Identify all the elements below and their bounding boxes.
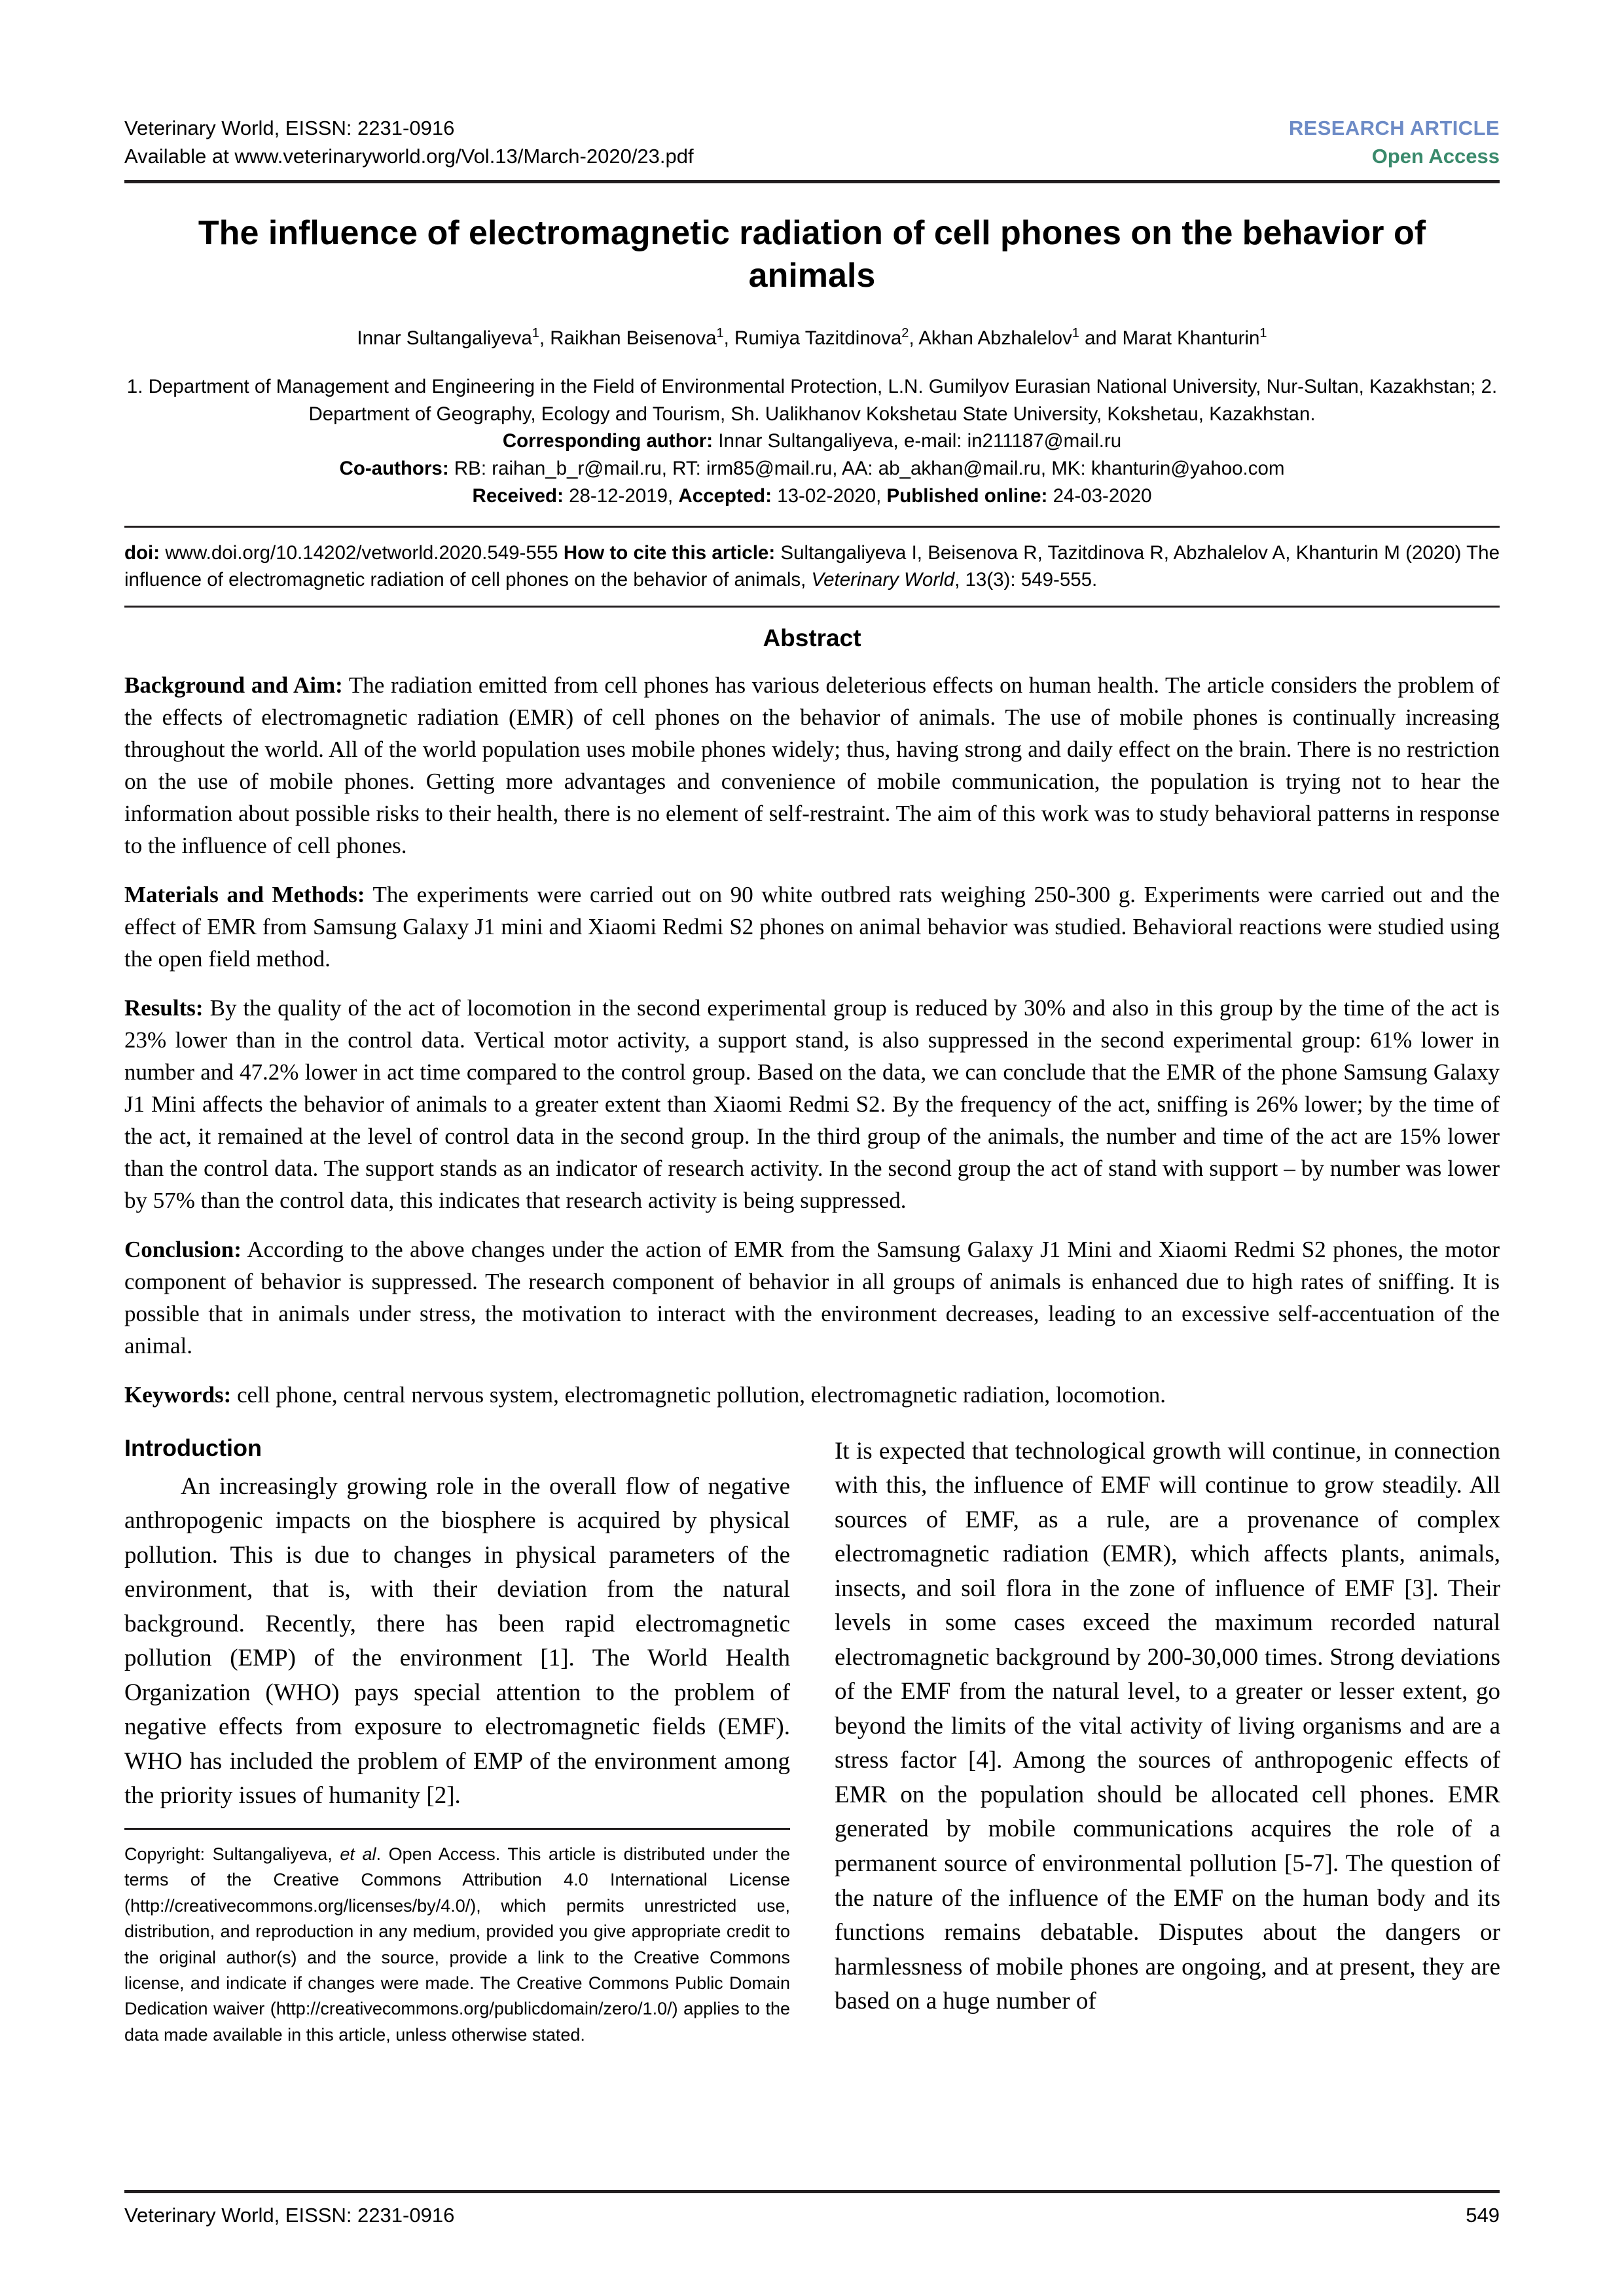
abstract-body bbox=[124, 669, 1500, 1362]
body-columns bbox=[124, 1434, 1500, 2049]
journal-url-line: Available at www.veterinaryworld.org/Vol.13/March-2020/23.pdf bbox=[124, 144, 694, 168]
abstract-section bbox=[124, 669, 1500, 862]
abstract-section-label: Conclusion: bbox=[124, 1236, 242, 1262]
introduction-paragraph-left: An increasingly growing role in the overall flow of negative anthropogenic impacts on the biosphere is acquired by physical pollution. This is due to changes in physical parameters of the environment, that is, with their deviation from the natural background. Recently, there has been rapid electromagnetic pollution (EMP) of the environment [1]. The World Health Organization (WHO) pays special attention to the problem of negative effects from exposure to electromagnetic fields (EMF). WHO has included the problem of EMP of the environment among the priority issues of humanity [2]. bbox=[124, 1472, 790, 1810]
corresponding-author-label: Corresponding author: bbox=[502, 430, 713, 452]
abstract-section-label: Background and Aim: bbox=[124, 672, 343, 698]
abstract-section bbox=[124, 992, 1500, 1216]
citation-top-divider bbox=[124, 526, 1500, 528]
left-column bbox=[124, 1434, 790, 2049]
received-value: 28-12-2019, bbox=[563, 485, 679, 507]
abstract-section-text: According to the above changes under the action of EMR from the Samsung Galaxy J1 Mini and Xiaomi Redmi S2 phones, the motor component of behavior is suppressed. The research component of behavior in all groups of animals is enhanced due to high rates of sniffing. It is possible that in animals under stress, the motivation to interact with the environment decreases, leading to an excessive self-accentuation of the animal. bbox=[124, 1236, 1500, 1358]
right-column bbox=[835, 1434, 1500, 2049]
research-article-badge: RESEARCH ARTICLE bbox=[1288, 117, 1500, 139]
corresponding-author-value: Innar Sultangaliyeva, e-mail: in211187@mail.ru bbox=[713, 430, 1122, 452]
citation-bottom-divider bbox=[124, 606, 1500, 608]
accepted-label: Accepted: bbox=[678, 485, 772, 507]
citation-journal-name: Veterinary World bbox=[811, 569, 955, 591]
coauthors-value: RB: raihan_b_r@mail.ru, RT: irm85@mail.ru, AA: ab_akhan@mail.ru, MK: khanturin@yahoo.com bbox=[448, 458, 1285, 480]
published-value: 24-03-2020 bbox=[1047, 485, 1152, 507]
author-names: Innar Sultangaliyeva$^1$, Raikhan Beisenova$^1$, Rumiya Tazitdinova$^2$, Akhan Abzhalelov$^1$ and Marat Khanturin$^1$ bbox=[357, 326, 1267, 350]
page-title: The influence of electromagnetic radiation of cell phones on the behavior of animals bbox=[198, 213, 1426, 295]
coauthors-line bbox=[124, 455, 1500, 483]
journal-issn-line: Veterinary World, EISSN: 2231-0916 bbox=[124, 117, 455, 139]
footer-page-number: 549 bbox=[1466, 2204, 1500, 2227]
citation-block bbox=[124, 539, 1500, 594]
abstract-section-label: Results: bbox=[124, 994, 204, 1021]
meta-spacer bbox=[124, 510, 1500, 526]
affiliations: 1. Department of Management and Engineering in the Field of Environmental Protection, L.N. Gumilyov Eurasian National University, Nur-Sultan, Kazakhstan; 2. Department of Geography, Ecology and Tourism, Sh. Ualikhanov Kokshetau State University, Kokshetau, Kazakhstan. bbox=[126, 375, 1498, 425]
author-list bbox=[124, 325, 1500, 352]
abstract-section-text: By the quality of the act of locomotion in the second experimental group is reduced by 30% and also in this group by the time of the act is 23% lower than in the control data. Vertical motor activity, a support stand, is also suppressed in the second experimental group: 61% lower in number and 47.2% lower in act time compared to the control group. Based on the data, we can conclude that the EMR of the phone Samsung Galaxy J1 Mini affects the behavior of animals to a greater extent than Xiaomi Redmi S2. By the frequency of the act, sniffing is 26% lower; by the time of the act, it remained at the level of control data in the second group. In the third group of the animals, the number and time of the act are 15% lower than the control data. The support stands as an indicator of research activity. In the second group the act of stand with support – by number was lower by 57% than the control data, this indicates that research activity is being suppressed. bbox=[124, 994, 1500, 1213]
copyright-body: . Open Access. This article is distributed under the terms of the Creative Commons Attribution 4.0 International License (http://creativecommons.org/licenses/by/4.0/), which permits unrestricted use, distribution, and reproduction in any medium, provided you give appropriate credit to the original author(s) and the source, provide a link to the Creative Commons license, and indicate if changes were made. The Creative Commons Public Domain Dedication waiver (http://creativecommons.org/publicdomain/zero/1.0/) applies to the data made available in this article, unless otherwise stated. bbox=[124, 1844, 790, 2045]
accepted-value: 13-02-2020, bbox=[772, 485, 887, 507]
footer-journal: Veterinary World, EISSN: 2231-0916 bbox=[124, 2204, 455, 2227]
corresponding-author-line bbox=[124, 428, 1500, 455]
copyright-notice bbox=[124, 1842, 790, 2048]
coauthors-label: Co-authors: bbox=[339, 458, 449, 480]
masthead bbox=[124, 115, 1500, 171]
open-access-badge: Open Access bbox=[1371, 144, 1500, 168]
abstract-section-label: Materials and Methods: bbox=[124, 881, 365, 907]
keywords-value: cell phone, central nervous system, electromagnetic pollution, electromagnetic radiation, locomotion. bbox=[231, 1381, 1166, 1408]
received-label: Received: bbox=[472, 485, 564, 507]
copyright-divider bbox=[124, 1828, 790, 1830]
introduction-heading: Introduction bbox=[124, 1434, 262, 1461]
how-to-cite-value: Sultangaliyeva I, Beisenova R, Tazitdinova R, Abzhalelov A, Khanturin M (2020) The influence of electromagnetic radiation of cell phones on the behavior of animals, bbox=[124, 542, 1500, 591]
footer-row bbox=[124, 2204, 1500, 2227]
abstract-section bbox=[124, 1233, 1500, 1362]
doi-value: www.doi.org/10.14202/vetworld.2020.549-555 bbox=[160, 542, 564, 564]
masthead-article-badges bbox=[1289, 115, 1500, 171]
footer-divider bbox=[124, 2190, 1500, 2193]
abstract-section-text: The radiation emitted from cell phones has various deleterious effects on human health. The article considers the problem of the effects of electromagnetic radiation (EMR) of cell phones on the behavior of animals. The use of mobile phones is continually increasing throughout the world. All of the world population uses mobile phones widely; thus, having strong and daily effect on the brain. There is no restriction on the use of mobile phones. Getting more advantages and convenience of mobile communication, the population is trying not to hear the information about possible risks to their health, there is no element of self-restraint. The aim of this work was to study behavioral patterns in response to the influence of cell phones. bbox=[124, 672, 1500, 858]
page-footer bbox=[124, 2190, 1500, 2227]
keywords-line bbox=[124, 1379, 1500, 1411]
how-to-cite-label: How to cite this article: bbox=[563, 542, 776, 564]
masthead-divider bbox=[124, 180, 1500, 183]
masthead-journal-info bbox=[124, 115, 694, 171]
introduction-paragraph-right: It is expected that technological growth will continue, in connection with this, the influence of EMF will continue to grow steadily. All sources of EMF, as a rule, are a provenance of complex electromagnetic radiation (EMR), which affects plants, animals, insects, and soil flora in the zone of influence of EMF [3]. Their levels in some cases exceed the maximum recorded natural electromagnetic background by 200-30,000 times. Strong deviations of the EMF from the natural level, to a greater or lesser extent, go beyond the limits of the vital activity of living organisms and are a stress factor [4]. Among the sources of anthropogenic effects of EMR on the population should be allocated cell phones. EMR generated by mobile communications acquires the role of a permanent source of environmental pollution [5-7]. The question of the nature of the influence of the EMF on the human body and its functions remains debatable. Disputes about the dangers or harmlessness of mobile phones are ongoing, and at present, they are based on a huge number of bbox=[835, 1437, 1500, 2015]
abstract-section bbox=[124, 879, 1500, 975]
article-dates-line bbox=[124, 483, 1500, 510]
published-label: Published online: bbox=[886, 485, 1048, 507]
keywords-label: Keywords: bbox=[124, 1381, 232, 1408]
abstract-section-text: The experiments were carried out on 90 white outbred rats weighing 250-300 g. Experiments were carried out and the effect of EMR from Samsung Galaxy J1 mini and Xiaomi Redmi S2 phones on animal behavior was studied. Behavioral reactions were studied using the open field method. bbox=[124, 881, 1500, 972]
copyright-prefix: Copyright: Sultangaliyeva, bbox=[124, 1844, 340, 1864]
abstract-heading: Abstract bbox=[763, 624, 861, 651]
copyright-et-al: et al bbox=[340, 1844, 376, 1864]
doi-label: doi: bbox=[124, 542, 160, 564]
citation-volume-pages: , 13(3): 549-555. bbox=[954, 569, 1098, 591]
